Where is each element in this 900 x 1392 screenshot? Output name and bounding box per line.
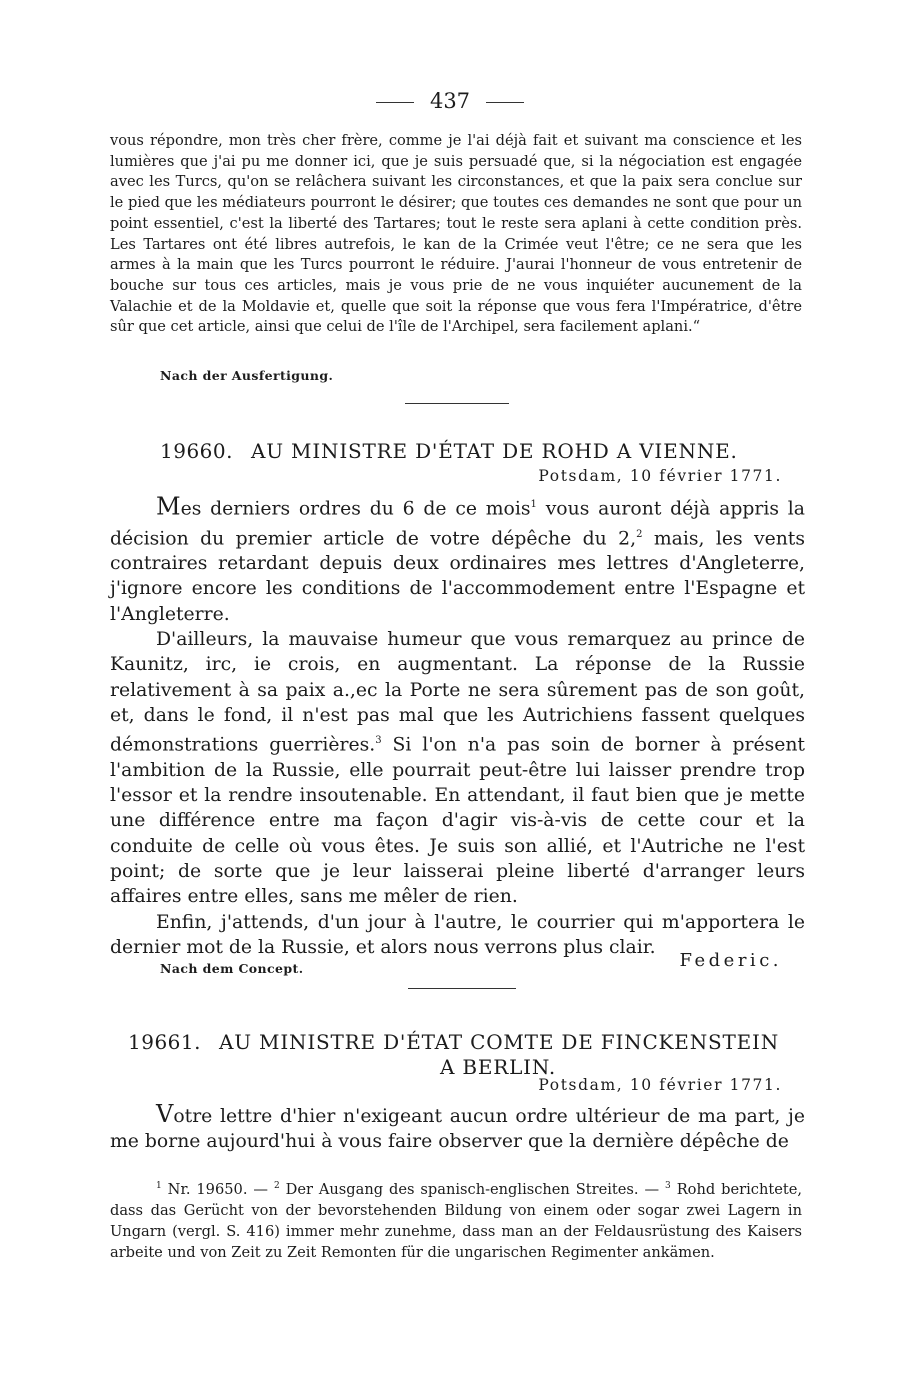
initial-letter: M <box>156 492 181 521</box>
letter-body-19661 <box>110 1102 805 1155</box>
footnote-1: Nr. 19650. — <box>161 1180 274 1198</box>
page-number: 437 <box>429 89 471 113</box>
footnote-3: Rohd berichtete, dass das Gerücht von der bevorstehenden Bildung von einem oder sogar zwei Lagern in Ungarn (vergl. S. 416) immer mehr zunehme, dass man an der Feldausrüstung des Kaisers arbeite und von Zeit zu Zeit Remonten für die ungarischen Regimenter ankämen. <box>110 1180 802 1262</box>
footnote-marker: 3 <box>665 1181 671 1191</box>
initial-letter: V <box>156 1100 174 1128</box>
page-number-header <box>0 88 900 114</box>
letter-heading-19661-line2: A BERLIN. <box>439 1055 557 1079</box>
source-note-1: Nach der Ausfertigung. <box>160 368 334 383</box>
footnote-ref: 3 <box>375 735 382 747</box>
source-note-2: Nach dem Concept. <box>160 961 304 976</box>
letter-number: 19660. <box>160 439 233 463</box>
paragraph <box>110 627 805 910</box>
letter-title: AU MINISTRE D'ÉTAT DE ROHD A VIENNE. <box>250 439 738 463</box>
footnote-2: Der Ausgang des spanisch-englischen Streites. — <box>279 1180 666 1198</box>
paragraph-text: mais, les vents contraires retardant depuis deux ordinaires mes lettres d'Angleterre, j'ignore encore les conditions de l'accommodement entre l'Espagne et l'Angleterre. <box>110 527 805 625</box>
paragraph <box>110 492 805 627</box>
header-rule-left <box>376 102 414 103</box>
footnote-ref: 2 <box>636 528 643 540</box>
paragraph-text: vous auront déjà appris la décision du premier article de votre dépêche du 2, <box>110 498 805 549</box>
footnote-marker: 1 <box>156 1181 162 1191</box>
paragraph-text: es derniers ordres du 6 de ce mois <box>180 498 531 520</box>
footnotes <box>110 1176 802 1264</box>
section-divider <box>408 988 516 989</box>
paragraph <box>110 1102 805 1155</box>
letter-heading-19660 <box>160 438 800 464</box>
paragraph-text: Si l'on n'a pas soin de borner à présent l'ambition de la Russie, elle pourrait peut-être lui laisser prendre trop l'essor et la rendre insoutenable. En attendant, il faut bien que je mette une différence entre ma façon d'agir vis-à-vis de cette cour et la conduite de celle où vous êtes. Je suis son allié, et l'Autriche ne l'est point; de sorte que je leur laisserai pleine liberté d'arranger leurs affaires entre elles, sans me mêler de rien. <box>110 734 805 908</box>
header-rule-right <box>486 102 524 103</box>
dateline-19660: Potsdam, 10 février 1771. <box>538 467 782 485</box>
footnote-text <box>110 1176 802 1264</box>
letter-body-19660 <box>110 492 805 960</box>
paragraph-text: otre lettre d'hier n'exigeant aucun ordre ultérieur de ma part, je me borne aujourd'hui à vous faire observer que la dernière dépêche de <box>110 1106 805 1153</box>
paragraph-text: D'ailleurs, la mauvaise humeur que vous remarquez au prince de Kaunitz, irc, ie crois, en augmentant. La réponse de la Russie relativement à sa paix a.,ec la Porte ne sera sûrement pas de son goût, et, dans le fond, il n'est pas mal que les Autrichiens fassent quelques démonstrations guerrières. <box>110 629 805 756</box>
section-divider <box>405 403 509 404</box>
paragraph: Enfin, j'attends, d'un jour à l'autre, le courrier qui m'apportera le dernier mot de la Russie, et alors nous verrons plus clair. <box>110 911 805 958</box>
dateline-19661: Potsdam, 10 février 1771. <box>538 1076 782 1094</box>
letter-title: AU MINISTRE D'ÉTAT COMTE DE FINCKENSTEIN <box>218 1030 780 1054</box>
continued-letter-text: vous répondre, mon très cher frère, comme je l'ai déjà fait et suivant ma conscience et les lumières que j'ai pu me donner ici, que je suis persuadé que, si la négociation est engagée avec les Turcs, qu'on se relâchera suivant les circonstances, et que la paix sera conclue sur le pied que les médiateurs pourront le désirer; que toutes ces demandes ne sont que pour un point essentiel, c'est la liberté des Tartares; tout le reste sera aplani à cette condition près. Les Tartares ont été libres autrefois, le kan de la Crimée veut l'être; ce ne sera que les armes à la main que les Turcs pourront le réduire. J'aurai l'honneur de vous entretenir de bouche sur tous ces articles, mais je vous prie de ne vous inquiéter aucunement de la Valachie et de la Moldavie et, quelle que soit la réponse que vous fera l'Impératrice, d'être sûr que cet article, ainsi que celui de l'île de l'Archipel, sera facilement aplani.“ <box>110 132 802 336</box>
letter-heading-19661 <box>128 1029 800 1055</box>
footnote-marker: 2 <box>273 1181 280 1191</box>
signature: Federic. <box>679 950 782 971</box>
letter-number: 19661. <box>128 1030 201 1054</box>
footnote-ref: 1 <box>530 499 537 510</box>
continued-letter <box>110 131 802 338</box>
